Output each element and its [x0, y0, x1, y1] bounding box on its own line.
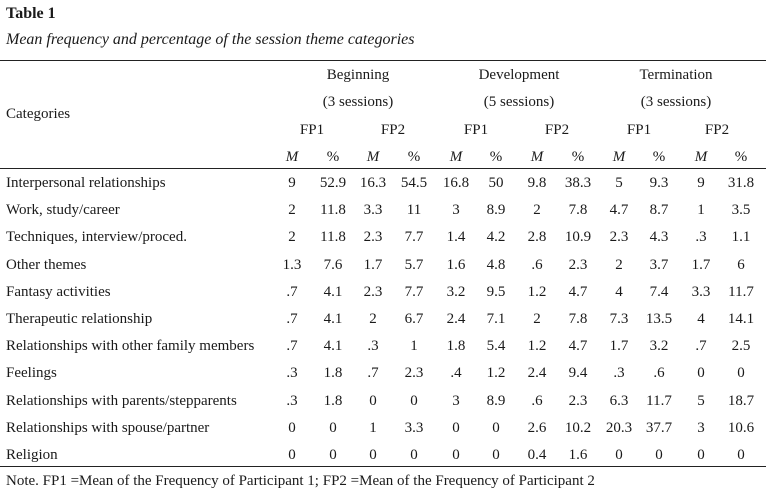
table-cell: 0 [452, 447, 460, 463]
table-cell: 11 [406, 202, 422, 218]
stat-header: M [530, 149, 544, 165]
participant-header: FP2 [544, 122, 570, 138]
table-cell: 1.7 [691, 257, 711, 273]
table-cell: 14.1 [727, 311, 755, 327]
table-cell: 4 [615, 284, 623, 300]
table-cell: 5 [697, 393, 705, 409]
table-cell: 1.8 [323, 365, 343, 381]
table-cell: 3.2 [446, 284, 466, 300]
table-cell: 52.9 [319, 175, 347, 191]
table-cell: 9 [697, 175, 705, 191]
table-cell: 8.9 [486, 202, 506, 218]
row-category: Therapeutic relationship [6, 311, 153, 327]
table-cell: 7.3 [609, 311, 629, 327]
table-cell: 4.7 [568, 338, 588, 354]
row-category: Techniques, interview/proced. [6, 229, 187, 245]
table-cell: 0 [329, 420, 337, 436]
stat-header: % [652, 149, 666, 165]
table-cell: 6.7 [404, 311, 424, 327]
table-cell: 0 [369, 447, 377, 463]
table-cell: 7.4 [649, 284, 669, 300]
table-cell: 13.5 [645, 311, 673, 327]
group-header: Development [478, 67, 560, 83]
row-category: Relationships with other family members [6, 338, 255, 354]
table-cell: 5.7 [404, 257, 424, 273]
table-cell: 18.7 [727, 393, 755, 409]
table-cell: 16.8 [442, 175, 470, 191]
participant-header: FP1 [463, 122, 489, 138]
table-cell: 20.3 [605, 420, 633, 436]
table-cell: 0 [615, 447, 623, 463]
table-cell: .7 [286, 284, 298, 300]
stat-header: M [366, 149, 380, 165]
table-cell: 7.8 [568, 311, 588, 327]
stat-header: % [407, 149, 421, 165]
group-header: Beginning [326, 67, 390, 83]
bottom-rule [0, 466, 766, 467]
table-cell: 1.7 [609, 338, 629, 354]
table-cell: 1.1 [731, 229, 751, 245]
table-cell: .3 [613, 365, 625, 381]
table-cell: 10.6 [727, 420, 755, 436]
stat-header: M [285, 149, 299, 165]
table-cell: 2 [369, 311, 377, 327]
table-cell: 2.3 [404, 365, 424, 381]
table-cell: 3.3 [404, 420, 424, 436]
top-rule [0, 60, 766, 61]
table-cell: 4.2 [486, 229, 506, 245]
table-cell: 1.3 [282, 257, 302, 273]
table-cell: 2 [288, 202, 296, 218]
table-cell: 7.8 [568, 202, 588, 218]
table-cell: 1.6 [446, 257, 466, 273]
table-cell: 31.8 [727, 175, 755, 191]
stat-header: % [571, 149, 585, 165]
table-cell: 2.4 [446, 311, 466, 327]
table-cell: 4.7 [568, 284, 588, 300]
table-cell: 7.1 [486, 311, 506, 327]
table-cell: 0 [655, 447, 663, 463]
table-cell: 4 [697, 311, 705, 327]
table-cell: 0 [410, 393, 418, 409]
table-cell: 0 [369, 393, 377, 409]
table-cell: 37.7 [645, 420, 673, 436]
categories-header: Categories [6, 106, 71, 122]
row-category: Religion [6, 447, 58, 463]
table-cell: 10.2 [564, 420, 592, 436]
table-cell: 0 [410, 447, 418, 463]
table-cell: 4.7 [609, 202, 629, 218]
table-cell: 2.3 [568, 393, 588, 409]
table-cell: 0 [737, 365, 745, 381]
table-cell: 54.5 [400, 175, 428, 191]
header-rule [0, 168, 766, 169]
table-cell: 1.2 [486, 365, 506, 381]
table-cell: 9.8 [527, 175, 547, 191]
table-cell: 1.8 [323, 393, 343, 409]
row-category: Work, study/career [6, 202, 120, 218]
table-cell: 11.8 [320, 229, 346, 245]
table-cell: 1 [410, 338, 418, 354]
table-cell: 7.7 [404, 284, 424, 300]
table-cell: .3 [695, 229, 707, 245]
table-cell: 3.5 [731, 202, 751, 218]
table-cell: 3.7 [649, 257, 669, 273]
stat-header: % [489, 149, 503, 165]
table-cell: 3.3 [691, 284, 711, 300]
table-cell: 7.7 [404, 229, 424, 245]
table-cell: 0.4 [527, 447, 547, 463]
table-cell: 4.8 [486, 257, 506, 273]
stat-header: % [734, 149, 748, 165]
table-cell: 10.9 [564, 229, 592, 245]
table-cell: 4.1 [323, 311, 343, 327]
table-cell: 2.3 [568, 257, 588, 273]
table-cell: 16.3 [359, 175, 387, 191]
participant-header: FP1 [299, 122, 325, 138]
table-cell: 0 [697, 365, 705, 381]
group-sessions: (3 sessions) [640, 94, 712, 110]
table-cell: 4.1 [323, 338, 343, 354]
table-cell: .4 [450, 365, 462, 381]
table-cell: 0 [452, 420, 460, 436]
stat-header: M [694, 149, 708, 165]
table-cell: 2 [615, 257, 623, 273]
table-cell: 50 [488, 175, 504, 191]
table-cell: 11.7 [646, 393, 672, 409]
row-category: Fantasy activities [6, 284, 111, 300]
table-cell: .7 [367, 365, 379, 381]
table-cell: 9.5 [486, 284, 506, 300]
table-cell: 9.3 [649, 175, 669, 191]
row-category: Relationships with spouse/partner [6, 420, 210, 436]
table-cell: 11.8 [320, 202, 346, 218]
table-cell: .3 [367, 338, 379, 354]
table-cell: .6 [653, 365, 665, 381]
table-cell: 1.7 [363, 257, 383, 273]
table-cell: 3 [697, 420, 705, 436]
table-cell: .7 [695, 338, 707, 354]
table-cell: 9.4 [568, 365, 588, 381]
table-cell: 8.7 [649, 202, 669, 218]
participant-header: FP2 [380, 122, 406, 138]
table-cell: 2 [533, 202, 541, 218]
table-cell: 0 [697, 447, 705, 463]
table-cell: 5.4 [486, 338, 506, 354]
row-category: Other themes [6, 257, 87, 273]
table-cell: .7 [286, 311, 298, 327]
table-cell: 1.2 [527, 284, 547, 300]
table-cell: 3.2 [649, 338, 669, 354]
table-cell: 1.6 [568, 447, 588, 463]
table-cell: 1.4 [446, 229, 466, 245]
table-cell: 6.3 [609, 393, 629, 409]
table-cell: 8.9 [486, 393, 506, 409]
table-cell: 1.8 [446, 338, 466, 354]
table-cell: 4.3 [649, 229, 669, 245]
group-header: Termination [639, 67, 713, 83]
table-subtitle: Mean frequency and percentage of the session theme categories [6, 31, 415, 48]
table-cell: 4.1 [323, 284, 343, 300]
table-cell: 0 [288, 447, 296, 463]
table-cell: .3 [286, 393, 298, 409]
table-cell: 2.6 [527, 420, 547, 436]
table-cell: 9 [288, 175, 296, 191]
row-category: Relationships with parents/stepparents [6, 393, 237, 409]
table-cell: 0 [737, 447, 745, 463]
table-cell: .6 [531, 257, 543, 273]
table-cell: 2.8 [527, 229, 547, 245]
table-cell: 1.2 [527, 338, 547, 354]
table-cell: 1 [697, 202, 705, 218]
row-category: Interpersonal relationships [6, 175, 166, 191]
table-cell: 6 [737, 257, 745, 273]
row-category: Feelings [6, 365, 57, 381]
table-cell: 2 [533, 311, 541, 327]
table-cell: .3 [286, 365, 298, 381]
table-cell: 1 [369, 420, 377, 436]
table-cell: 0 [288, 420, 296, 436]
table-cell: 3.3 [363, 202, 383, 218]
table-cell: 2.5 [731, 338, 751, 354]
table-note: Note. FP1 =Mean of the Frequency of Participant 1; FP2 =Mean of the Frequency of Participant 2 [6, 473, 595, 489]
participant-header: FP1 [626, 122, 652, 138]
group-sessions: (5 sessions) [483, 94, 555, 110]
stat-header: % [326, 149, 340, 165]
table-cell: 2.3 [363, 229, 383, 245]
table-cell: 3 [452, 202, 460, 218]
table-cell: 0 [329, 447, 337, 463]
table-cell: .7 [286, 338, 298, 354]
participant-header: FP2 [704, 122, 730, 138]
group-sessions: (3 sessions) [322, 94, 394, 110]
table-cell: 38.3 [564, 175, 592, 191]
table-cell: 11.7 [728, 284, 754, 300]
table-cell: .6 [531, 393, 543, 409]
table-cell: 2.3 [363, 284, 383, 300]
table-cell: 2 [288, 229, 296, 245]
table-cell: 7.6 [323, 257, 343, 273]
table-cell: 5 [615, 175, 623, 191]
table-cell: 2.3 [609, 229, 629, 245]
stat-header: M [449, 149, 463, 165]
table-cell: 3 [452, 393, 460, 409]
stat-header: M [612, 149, 626, 165]
table-cell: 2.4 [527, 365, 547, 381]
table-cell: 0 [492, 420, 500, 436]
table-cell: 0 [492, 447, 500, 463]
table-title: Table 1 [6, 5, 56, 22]
